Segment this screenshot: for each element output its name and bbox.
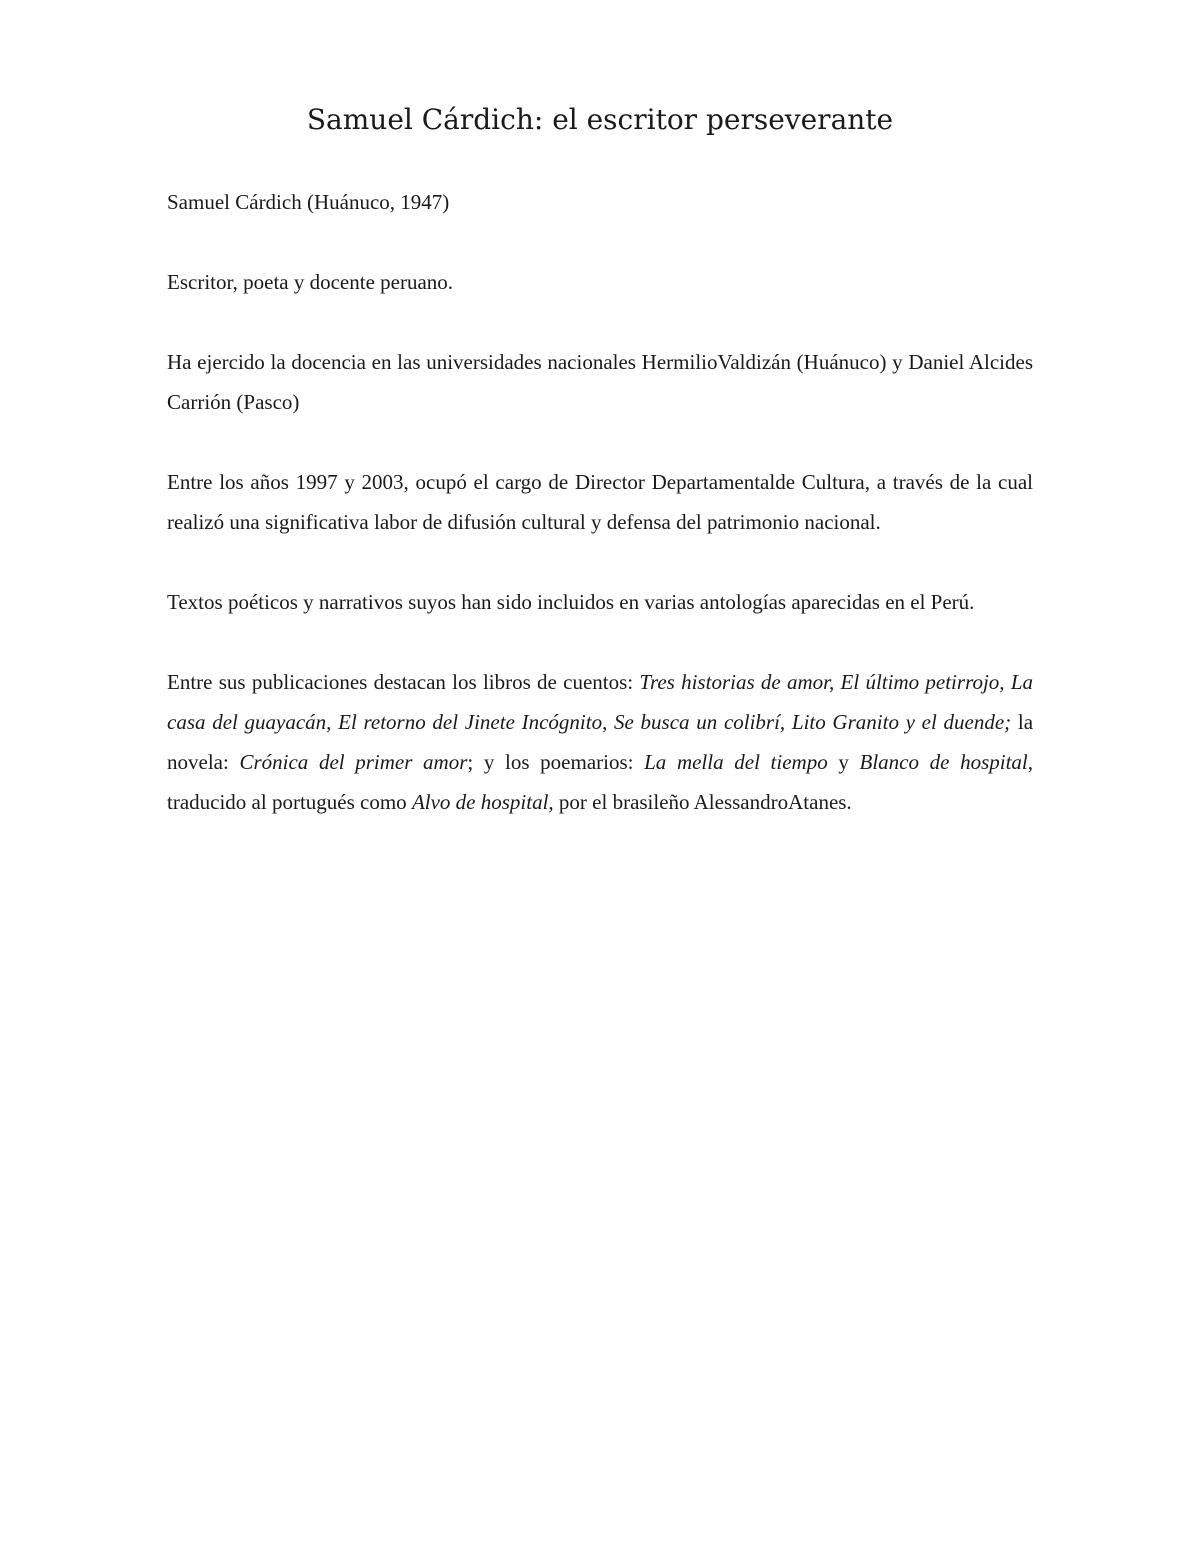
publications-intro: Entre sus publicaciones destacan los libros de cuentos: bbox=[167, 670, 640, 694]
page-title: Samuel Cárdich: el escritor perseverante bbox=[306, 103, 894, 136]
document-body bbox=[167, 182, 1033, 862]
paragraph-director: Entre los años 1997 y 2003, ocupó el cargo de Director Departamentalde Cultura, a través de la cual realizó una significativa labor de difusión cultural y defensa del patrimonio nacional. bbox=[167, 470, 1033, 534]
paragraph-teaching: Ha ejercido la docencia en las universidades nacionales HermilioValdizán (Huánuco) y Daniel Alcides Carrión (Pasco) bbox=[167, 350, 1033, 414]
story-books-titles: Tres historias de amor, El último petirrojo, La casa del guayacán, El retorno del Jinete Incógnito, Se busca un colibrí, Lito Granito y el duende; bbox=[167, 670, 1033, 734]
poetry-title-2: Blanco de hospital, bbox=[859, 750, 1034, 774]
paragraph-anthologies: Textos poéticos y narrativos suyos han sido incluidos en varias antologías aparecidas en el Perú. bbox=[167, 590, 975, 614]
paragraph-name-birth: Samuel Cárdich (Huánuco, 1947) bbox=[167, 190, 450, 214]
paragraph-profession: Escritor, poeta y docente peruano. bbox=[167, 270, 454, 294]
publications-conjunction: y bbox=[827, 750, 860, 774]
publications-poetry-label: ; y los poemarios: bbox=[467, 750, 645, 774]
translated-title: Alvo de hospital, bbox=[411, 790, 554, 814]
paragraph-publications bbox=[167, 662, 1033, 822]
poetry-title-1: La mella del tiempo bbox=[644, 750, 828, 774]
translation-note: traducido al portugués como bbox=[167, 790, 412, 814]
translator-note: por el brasileño AlessandroAtanes. bbox=[553, 790, 852, 814]
novel-title: Crónica del primer amor bbox=[239, 750, 468, 774]
publications-novel-label: la novela: bbox=[167, 710, 1034, 774]
